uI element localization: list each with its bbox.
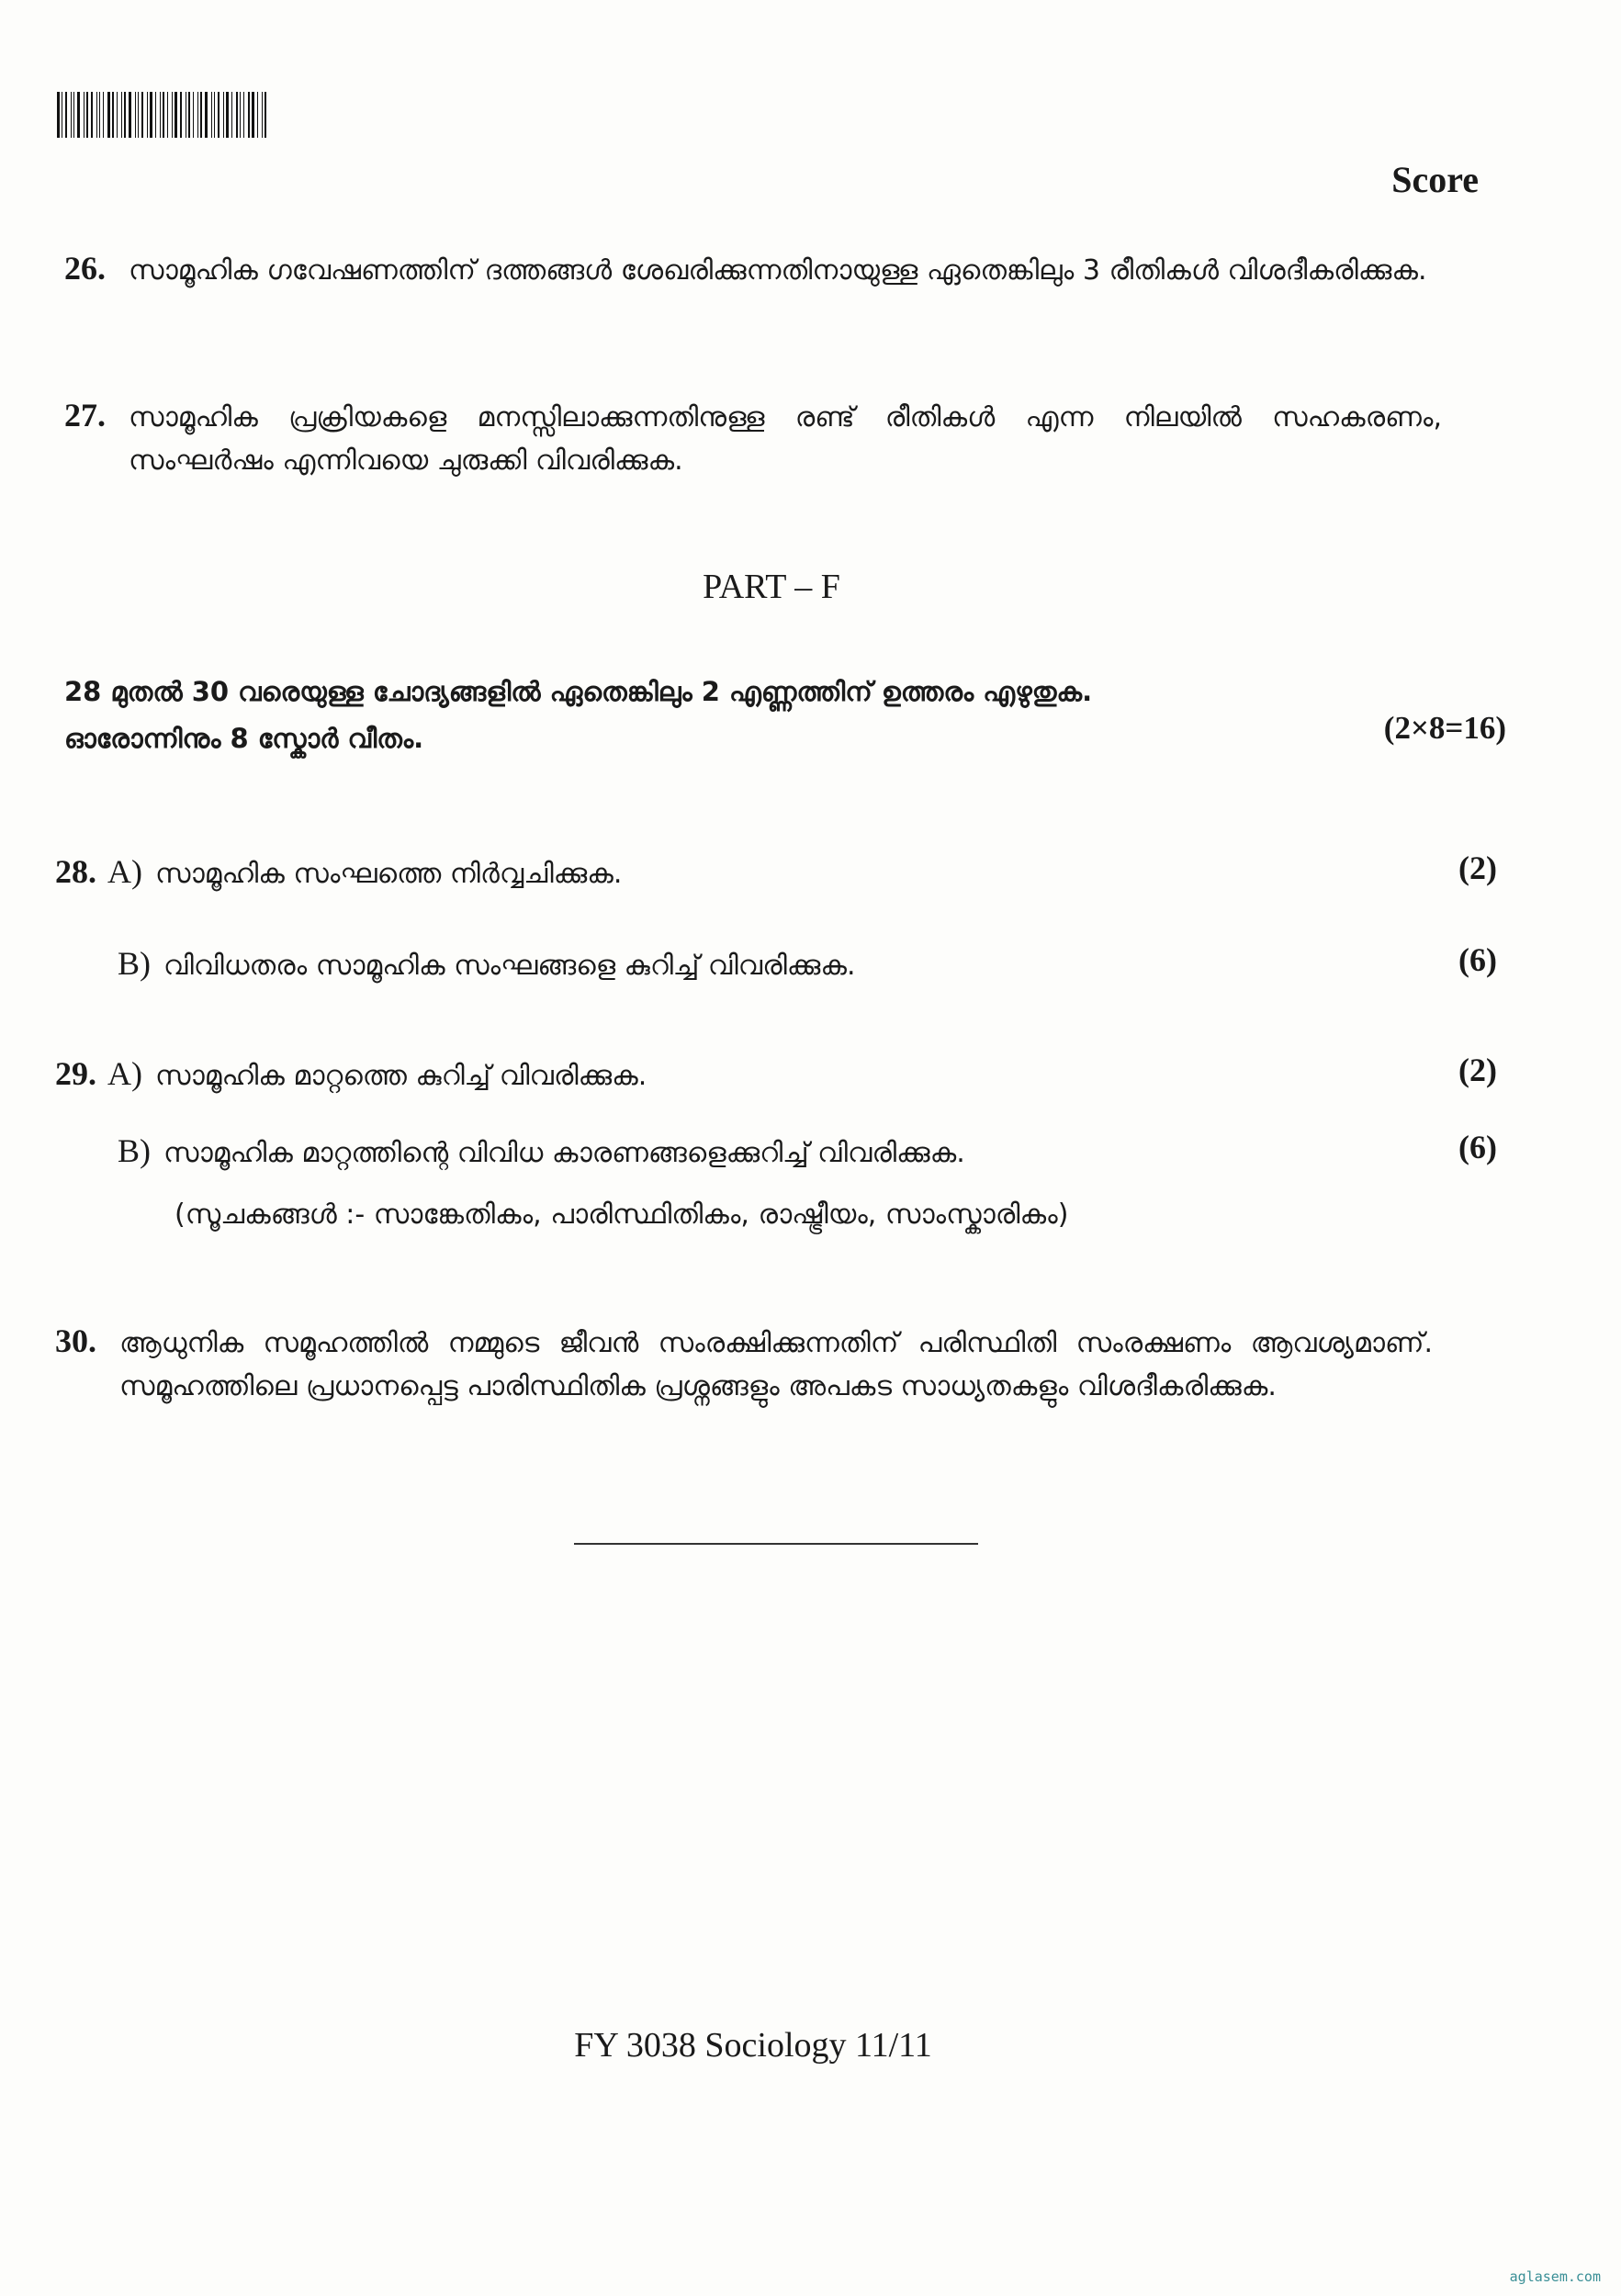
question-28a xyxy=(55,852,622,891)
marks-29a: (2) xyxy=(1458,1052,1497,1088)
barcode-bar xyxy=(240,92,241,138)
barcode-bar xyxy=(262,92,263,138)
barcode-bar xyxy=(172,92,173,138)
barcode-bar xyxy=(65,92,67,138)
sub-label: A) xyxy=(107,853,142,890)
sub-question-text: സാമൂഹിക മാറ്റത്തിന്റെ വിവിധ കാരണങ്ങളെക്കുറിച്ച് വിവരിക്കുക. xyxy=(163,1137,965,1169)
watermark: aglasem.com xyxy=(1509,2268,1601,2285)
question-text: സാമൂഹിക ഗവേഷണത്തിന് ദത്തങ്ങൾ ശേഖരിക്കുന്നതിനായുള്ള ഏതെങ്കിലും 3 രീതികൾ വിശദീകരിക്കുക. xyxy=(129,254,1427,287)
question-number: 27. xyxy=(64,397,106,433)
barcode-bar xyxy=(138,92,139,138)
barcode-bar xyxy=(205,92,208,138)
barcode-bar xyxy=(112,92,114,138)
barcode-bar xyxy=(73,92,74,138)
barcode-bar xyxy=(124,92,126,138)
barcode-bar xyxy=(167,92,168,138)
instruction-marks: (2×8=16) xyxy=(1383,710,1506,747)
barcode-bar xyxy=(231,92,232,138)
barcode-bar xyxy=(257,92,258,138)
sub-question-text: വിവിധതരം സാമൂഹിക സംഘങ്ങളെ കുറിച്ച് വിവരിക്കുക. xyxy=(163,950,856,982)
barcode-bar xyxy=(218,92,220,138)
barcode-bar xyxy=(107,92,110,138)
part-f-title: PART – F xyxy=(703,568,840,606)
barcode-bar xyxy=(174,92,177,138)
question-29b xyxy=(118,1131,965,1170)
barcode-bar xyxy=(236,92,238,138)
end-rule xyxy=(574,1543,978,1545)
barcode-bar xyxy=(135,92,136,138)
sub-label: A) xyxy=(107,1055,142,1092)
barcode-bar xyxy=(193,92,194,138)
barcode-bar xyxy=(211,92,212,138)
part-f-instructions xyxy=(64,669,1506,762)
barcode-bar xyxy=(103,92,104,138)
sub-question-text: സാമൂഹിക മാറ്റത്തെ കുറിച്ച് വിവരിക്കുക. xyxy=(155,1060,647,1092)
barcode-bar xyxy=(243,92,244,138)
barcode-bar xyxy=(265,92,266,138)
question-number: 29. xyxy=(55,1055,96,1092)
question-30 xyxy=(55,1316,1433,1408)
marks-28b: (6) xyxy=(1458,941,1497,978)
barcode-bar xyxy=(226,92,229,138)
question-27 xyxy=(64,390,1442,482)
barcode-bar xyxy=(99,92,100,138)
barcode-bar xyxy=(147,92,148,138)
instruction-line-2: ഓരോന്നിനും 8 സ്കോർ വീതം. xyxy=(64,722,424,754)
question-text: സാമൂഹിക പ്രക്രിയകളെ മനസ്സിലാക്കുന്നതിനുള്ള രണ്ട് രീതികൾ എന്ന നിലയിൽ സഹകരണം, സംഘർഷം എന്നിവയെ ചുരുക്കി വിവരിക്കുക. xyxy=(129,401,1442,477)
page-footer: FY 3038 Sociology 11/11 xyxy=(574,2026,932,2065)
question-text: ആധുനിക സമൂഹത്തിൽ നമ്മുടെ ജീവൻ സംരക്ഷിക്കുന്നതിന് പരിസ്ഥിതി സംരക്ഷണം ആവശ്യമാണ്. സമൂഹത്തിലെ പ്രധാനപ്പെട്ട പാരിസ്ഥിതിക പ്രശ്നങ്ങളും അപകട സാധ്യതകളും വിശദീകരിക്കുക. xyxy=(119,1327,1433,1402)
barcode-bar xyxy=(57,92,60,138)
question-29a xyxy=(55,1054,647,1093)
question-number: 26. xyxy=(64,250,106,287)
marks-28a: (2) xyxy=(1458,850,1497,886)
score-label: Score xyxy=(1391,159,1479,200)
sub-label: B) xyxy=(118,1132,151,1169)
barcode-bar xyxy=(248,92,250,138)
barcode-bar xyxy=(160,92,161,138)
question-number: 28. xyxy=(55,853,96,890)
barcode-bar xyxy=(150,92,152,138)
barcode-bar xyxy=(129,92,131,138)
barcode xyxy=(57,92,316,138)
barcode-bar xyxy=(197,92,198,138)
barcode-bar xyxy=(188,92,190,138)
question-29-hint: (സൂചകങ്ങൾ :- സാങ്കേതികം, പാരിസ്ഥിതികം, രാഷ്ട്രീയം, സാംസ്കാരികം) xyxy=(174,1199,1069,1231)
barcode-bar xyxy=(200,92,202,138)
question-28b xyxy=(118,944,856,983)
barcode-bar xyxy=(86,92,88,138)
barcode-bar xyxy=(96,92,97,138)
barcode-bar xyxy=(121,92,122,138)
barcode-bar xyxy=(91,92,93,138)
barcode-bar xyxy=(252,92,254,138)
barcode-bar xyxy=(163,92,164,138)
barcode-bar xyxy=(77,92,80,138)
sub-question-text: സാമൂഹിക സംഘത്തെ നിർവ്വചിക്കുക. xyxy=(155,858,623,890)
barcode-bar xyxy=(117,92,118,138)
barcode-bar xyxy=(214,92,215,138)
barcode-bar xyxy=(155,92,156,138)
barcode-bar xyxy=(141,92,143,138)
marks-29b: (6) xyxy=(1458,1129,1497,1165)
question-number: 30. xyxy=(55,1322,96,1359)
question-26 xyxy=(64,243,1442,295)
sub-label: B) xyxy=(118,945,151,982)
barcode-bar xyxy=(71,92,72,138)
barcode-bar xyxy=(223,92,224,138)
instruction-line-1: 28 മുതൽ 30 വരെയുള്ള ചോദ്യങ്ങളിൽ ഏതെങ്കിലും 2 എണ്ണത്തിന് ഉത്തരം എഴുതുക. xyxy=(64,676,1093,707)
barcode-bar xyxy=(180,92,182,138)
